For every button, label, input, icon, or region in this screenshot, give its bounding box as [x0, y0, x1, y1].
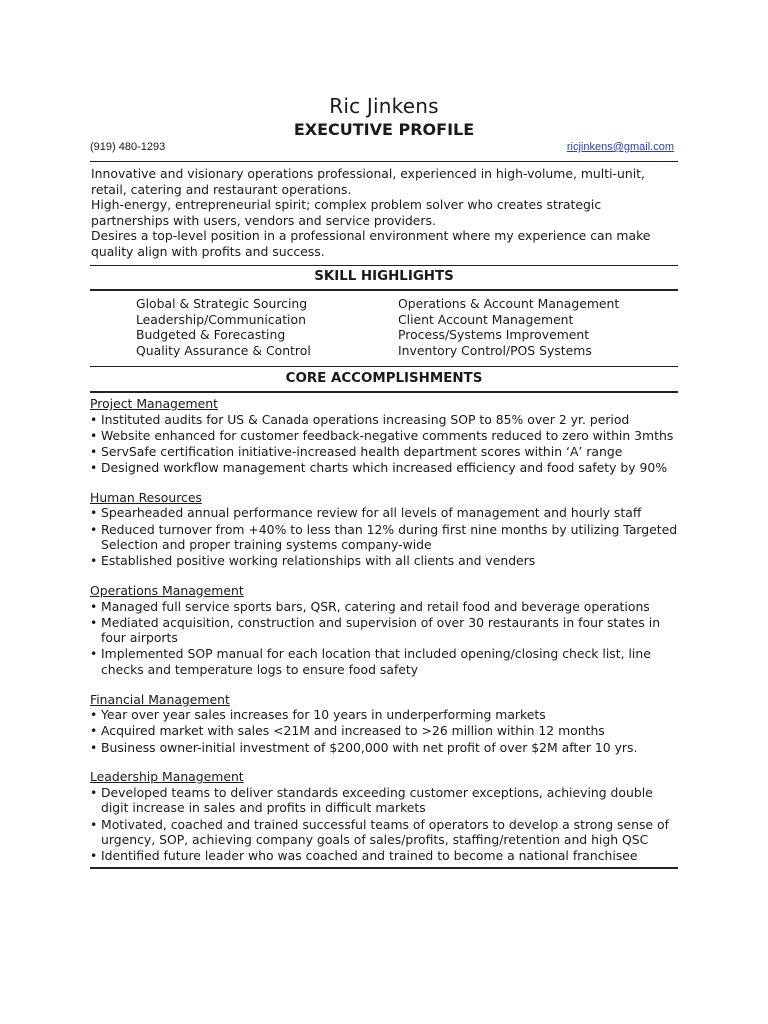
skills-row	[136, 343, 676, 359]
skill-item: Operations & Account Management	[398, 296, 620, 311]
profile-paragraph: Desires a top-level position in a professional environment where my experience can make quality align with profits and success.	[91, 228, 651, 259]
accomplishments-heading: CORE ACCOMPLISHMENTS	[285, 371, 483, 386]
list-item: • ServSafe certification initiative-increased health department scores within ‘A’ range	[90, 443, 623, 459]
phone-number: (919) 480-1293	[90, 141, 166, 153]
group-title: Leadership Management	[90, 769, 244, 785]
skill-item: Client Account Management	[398, 311, 574, 327]
contact-row	[90, 141, 674, 157]
skills-list	[136, 296, 676, 358]
divider	[90, 391, 678, 393]
list-item: • Business owner-initial investment of $200,000 with net profit of over $2M after 10 yrs.	[90, 739, 638, 755]
accomplishment-group	[90, 490, 678, 569]
list-item: • Instituted audits for US & Canada operations increasing SOP to 85% over 2 yr. period	[90, 411, 630, 427]
email-link[interactable]: ricjinkens@gmail.com	[566, 141, 674, 153]
list-item: • Motivated, coached and trained successful teams of operators to develop a strong sense of urgency, SOP, achieving company goals of sales/profits, staffing/retention and high QSC	[90, 816, 669, 848]
skill-item: Budgeted & Forecasting	[136, 327, 286, 343]
group-title: Financial Management	[90, 691, 230, 707]
accomplishment-group	[90, 769, 678, 864]
profile-summary	[91, 166, 675, 260]
group-title: Human Resources	[90, 489, 202, 505]
list-item: • Established positive working relationships with all clients and venders	[90, 553, 536, 569]
list-item: • Identified future leader who was coached and trained to become a national franchisee	[90, 848, 638, 864]
list-item: • Managed full service sports bars, QSR, catering and retail food and beverage operations	[90, 598, 650, 614]
skill-item: Quality Assurance & Control	[136, 342, 311, 358]
skills-heading: SKILL HIGHLIGHTS	[314, 269, 454, 284]
skill-item: Inventory Control/POS Systems	[398, 342, 592, 358]
profile-paragraph: High-energy, entrepreneurial spirit; complex problem solver who creates strategic partnerships with users, vendors and service providers.	[91, 197, 602, 228]
list-item: • Spearheaded annual performance review for all levels of management and hourly staff	[90, 505, 642, 521]
accomplishment-group	[90, 583, 678, 678]
divider	[90, 289, 678, 291]
divider	[90, 161, 678, 162]
skill-item: Process/Systems Improvement	[398, 327, 590, 343]
list-item: • Designed workflow management charts which increased efficiency and food safety by 90%	[90, 460, 668, 476]
document-subtitle: EXECUTIVE PROFILE	[293, 120, 475, 139]
group-title: Operations Management	[90, 582, 244, 598]
list-item: • Year over year sales increases for 10 years in underperforming markets	[90, 707, 546, 723]
divider	[90, 265, 678, 266]
accomplishment-group	[90, 692, 678, 756]
list-item: • Acquired market with sales <21M and increased to >26 million within 12 months	[90, 723, 605, 739]
skills-row	[136, 327, 676, 343]
list-item: • Reduced turnover from +40% to less than 12% during first nine months by utilizing Targeted Selection and proper training systems company-wide	[90, 521, 678, 553]
list-item: • Mediated acquisition, construction and supervision of over 30 restaurants in four states in four airports	[90, 614, 661, 646]
accomplishments-list	[90, 396, 678, 878]
list-item: • Developed teams to deliver standards exceeding customer exceptions, achieving double digit increase in sales and profits in difficult markets	[90, 784, 653, 816]
list-item: • Website enhanced for customer feedback-negative comments reduced to zero within 3mths	[90, 427, 674, 443]
list-item: • Implemented SOP manual for each location that included opening/closing check list, line checks and temperature logs to ensure food safety	[90, 646, 651, 678]
group-title: Project Management	[90, 396, 218, 411]
skills-row	[136, 312, 676, 328]
accomplishment-group	[90, 396, 678, 476]
candidate-name: Ric Jinkens	[329, 94, 439, 118]
profile-paragraph: Innovative and visionary operations professional, experienced in high-volume, multi-unit, retail, catering and restaurant operations.	[91, 166, 645, 197]
divider	[90, 366, 678, 367]
skills-row	[136, 296, 676, 312]
divider	[90, 867, 678, 869]
skill-item: Global & Strategic Sourcing	[136, 296, 308, 311]
skill-item: Leadership/Communication	[136, 311, 306, 327]
